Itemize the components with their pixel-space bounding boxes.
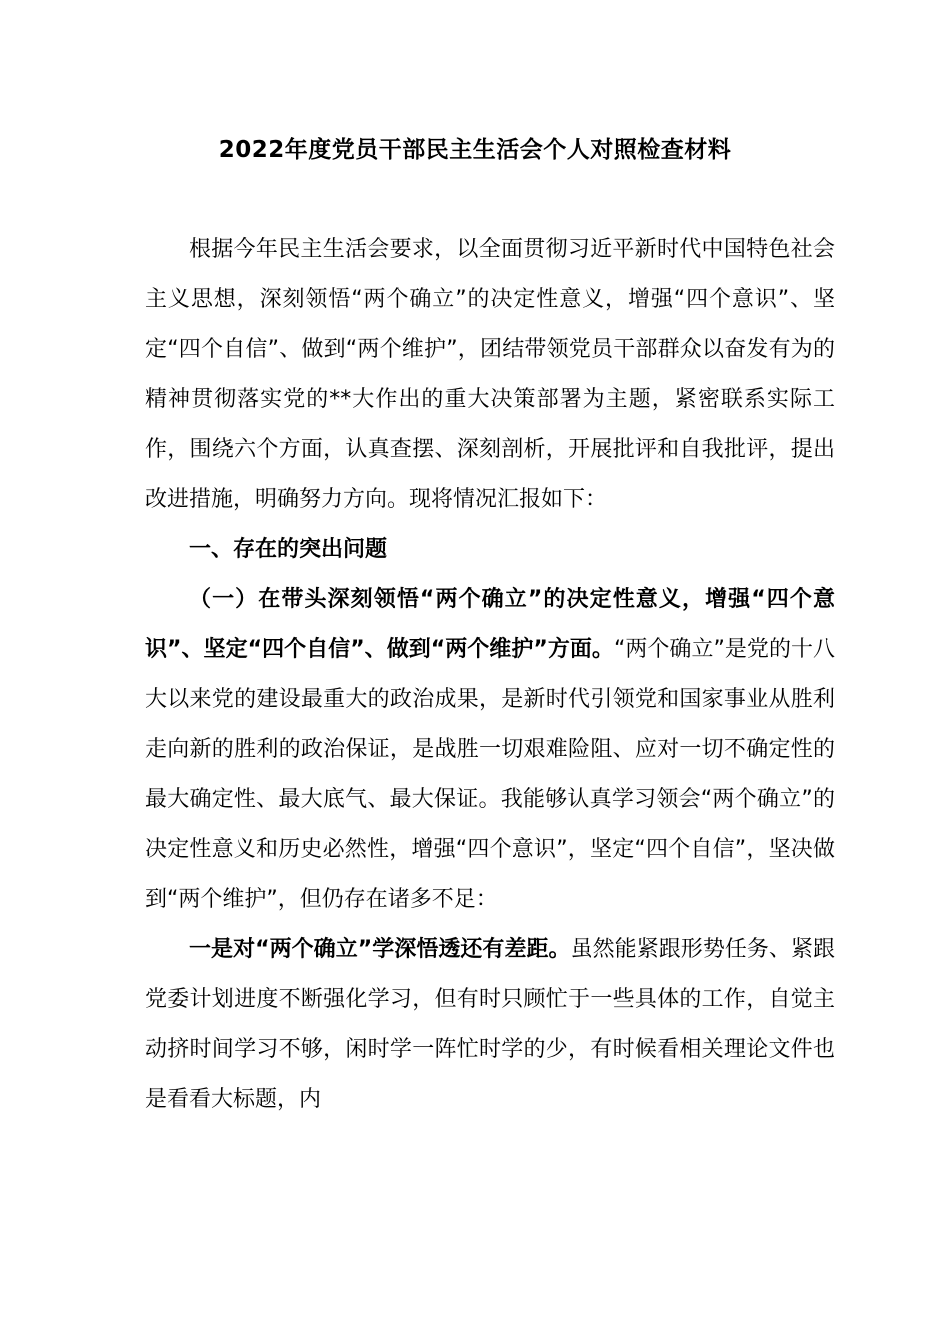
subsection-paragraph — [145, 575, 835, 925]
intro-paragraph: 根据今年民主生活会要求，以全面贯彻习近平新时代中国特色社会主义思想，深刻领悟“两个确立”的决定性意义，增强“四个意识”、坚定“四个自信”、做到“两个维护”，团结带领党员干部群众以奋发有为的精神贯彻落实党的**大作出的重大决策部署为主题，紧密联系实际工作，围绕六个方面，认真查摆、深刻剖析，开展批评和自我批评，提出改进措施，明确努力方向。现将情况汇报如下： — [145, 237, 835, 512]
point-paragraph — [145, 925, 835, 1125]
document-title: 2022年度党员干部民主生活会个人对照检查材料 — [218, 137, 732, 163]
subsection-text: “两个确立”是党的十八大以来党的建设最重大的政治成果，是新时代引领党和国家事业从胜利走向新的胜利的政治保证，是战胜一切艰难险阻、应对一切不确定性的最大确定性、最大底气、最大保证。我能够认真学习领会“两个确立”的决定性意义和历史必然性，增强“四个意识”，坚定“四个自信”，坚决做到“两个维护”，但仍存在诸多不足： — [145, 637, 836, 912]
section-heading: 一、存在的突出问题 — [189, 537, 388, 562]
point-lead: 一是对“两个确立”学深悟透还有差距。 — [189, 937, 571, 962]
point-text: 虽然能紧跟形势任务、紧跟党委计划进度不断强化学习，但有时只顾忙于一些具体的工作，自觉主动挤时间学习不够，闲时学一阵忙时学的少，有时候看相关理论文件也是看看大标题，内 — [145, 937, 835, 1112]
document-body — [145, 225, 835, 1125]
subsection-heading: （一）在带头深刻领悟“两个确立”的决定性意义，增强“四个意识”、坚定“四个自信”、做到“两个维护”方面。 — [145, 587, 835, 662]
